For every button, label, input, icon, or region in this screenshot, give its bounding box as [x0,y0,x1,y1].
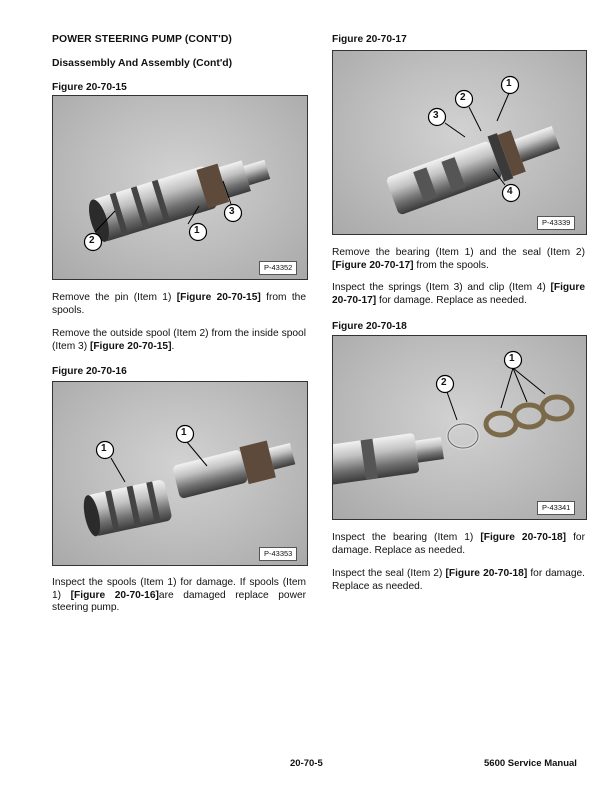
spool-with-bearing-illustration [333,51,586,234]
callout-2-label: 2 [89,235,95,246]
photo-id-tag: P-43339 [537,216,575,230]
figure-reference: [Figure 20-70-17] [332,282,585,306]
paragraph-remove-bearing [332,247,585,272]
paragraph-inspect-seal [332,568,585,593]
figure-caption-16: Figure 20-70-16 [52,366,127,377]
paragraph-text: . [171,340,175,352]
paragraph-text: Inspect the spools (Item 1) for damage. If spools (Item 1) [52,577,306,601]
callout-1-label: 1 [506,78,512,89]
paragraph-text: from the spools. [413,259,489,271]
figure-reference: [Figure 20-70-18] [480,532,567,543]
callout-1-label: 1 [181,427,187,438]
figure-reference: [Figure 20-70-15] [89,340,172,352]
callout-1-label: 1 [194,225,200,236]
paragraph-remove-pin [52,292,306,317]
callout-2-label: 2 [441,377,447,388]
figure-reference: [Figure 20-70-18] [445,568,528,579]
bearing-and-seal-illustration [333,336,586,519]
figure-photo-15 [52,95,308,280]
paragraph-inspect-springs [332,282,585,307]
callout-2-label: 2 [460,92,466,103]
paragraph-text: for damage. Replace as needed. [376,294,527,306]
figure-caption-18: Figure 20-70-18 [332,321,407,332]
paragraph-text: from the spools. [52,292,307,316]
paragraph-text: are damaged replace power steering pump. [52,589,307,614]
paragraph-text: for damage. Replace as needed. [332,532,585,556]
section-subtitle: Disassembly And Assembly (Cont'd) [52,58,233,69]
paragraph-text: Remove the pin (Item 1) [52,292,177,303]
page-number: 20-70-5 [290,758,323,769]
manual-title: 5600 Service Manual [484,758,577,769]
callout-1-label: 1 [101,443,107,454]
callout-4-label: 4 [507,186,513,197]
figure-photo-16 [52,381,308,566]
photo-id-tag: P-43352 [259,261,297,275]
paragraph-text: Remove the bearing (Item 1) and the seal (Item 2) [332,247,585,258]
paragraph-text: Inspect the seal (Item 2) [332,568,446,579]
paragraph-inspect-bearing [332,532,585,557]
callout-3-label: 3 [229,206,235,217]
photo-id-tag: P-43341 [537,501,575,515]
paragraph-remove-outside-spool [52,328,306,353]
section-title: POWER STEERING PUMP (CONT'D) [52,34,232,45]
spools-illustration [53,382,307,565]
figure-reference: [Figure 20-70-17] [332,259,414,271]
paragraph-text: Inspect the bearing (Item 1) [332,532,481,543]
figure-photo-17 [332,50,587,235]
spool-assembly-illustration [53,96,307,279]
paragraph-text: Remove the outside spool (Item 2) from the inside spool (Item 3) [52,328,306,352]
callout-3-label: 3 [433,110,439,121]
figure-caption-17: Figure 20-70-17 [332,34,407,45]
figure-caption-15: Figure 20-70-15 [52,82,127,93]
callout-1-label: 1 [509,353,515,364]
photo-id-tag: P-43353 [259,547,297,561]
paragraph-inspect-spools [52,577,306,615]
figure-reference: [Figure 20-70-15] [176,292,261,303]
paragraph-text: for damage. Replace as needed. [332,568,585,592]
figure-reference: [Figure 20-70-16] [70,589,159,601]
paragraph-text: Inspect the springs (Item 3) and clip (Item 4) [332,282,551,293]
figure-photo-18 [332,335,587,520]
